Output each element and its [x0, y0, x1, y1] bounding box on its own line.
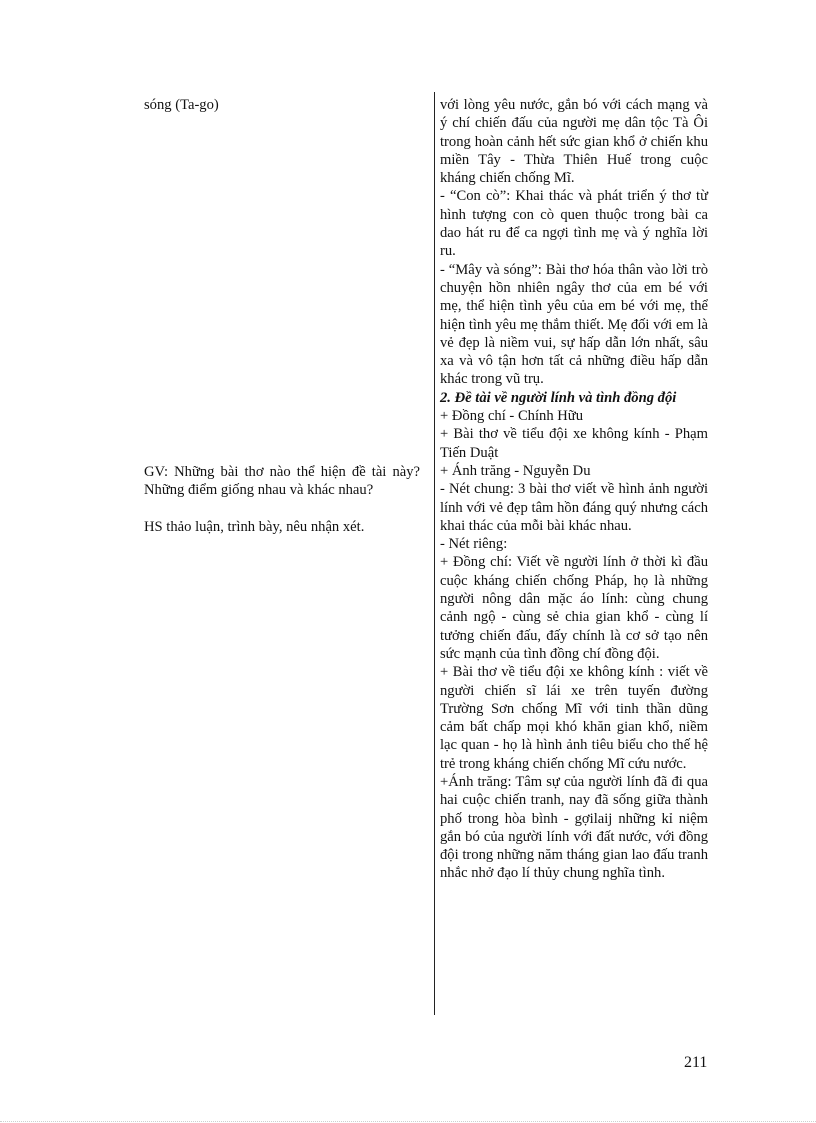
paragraph: với lòng yêu nước, gắn bó với cách mạng và ý chí chiến đấu của người mẹ dân tộc Tà Ôi trong hoàn cảnh hết sức gian khổ ở chiến khu miền Tây - Thừa Thiên Huế trong cuộc kháng chiến chống Mĩ. [440, 97, 708, 187]
left-top-text: sóng (Ta-go) [144, 97, 219, 113]
section-heading: 2. Đề tài về người lính và tình đồng đội [440, 389, 677, 406]
paragraph: - “Con cò”: Khai thác và phát triển ý thơ từ hình tượng con cò quen thuộc trong bài ca dao hát ru để ca ngợi tình mẹ và ý nghĩa lời ru. [440, 188, 708, 260]
list-item: + Ánh trăng - Nguyễn Du [440, 462, 591, 479]
right-column [440, 96, 708, 883]
paragraph: - “Mây và sóng”: Bài thơ hóa thân vào lời trò chuyện hồn nhiên ngây thơ của em bé với mẹ, thể hiện tình yêu của em bé với mẹ, thể hiện tình yêu mẹ thắm thiết. Mẹ đối với em là vẻ đẹp là niềm vui, sự hấp dẫn lớn nhất, sâu xa và vô tận hơn tất cả những điều hấp dẫn khác trong vũ trụ. [440, 261, 708, 388]
paragraph: + Bài thơ về tiểu đội xe không kính : viết về người chiến sĩ lái xe trên tuyến đường Trường Sơn chống Mĩ với tinh thần dũng cảm bất chấp mọi khó khăn gian khổ, niềm lạc quan - họ là hình ảnh tiêu biểu cho thế hệ trẻ trong kháng chiến chống Mĩ cứu nước. [440, 664, 708, 772]
list-item: + Bài thơ về tiểu đội xe không kính - Phạm Tiến Duật [440, 426, 708, 461]
list-item: + Đồng chí - Chính Hữu [440, 408, 584, 425]
paragraph: - Nét riêng: [440, 536, 508, 553]
column-divider [434, 92, 435, 1015]
paragraph: +Ánh trăng: Tâm sự của người lính đã đi qua hai cuộc chiến tranh, nay đã sống giữa thành phố trong hòa bình - gợilaij những kỉ niệm gắn bó của người lính với đất nước, với đồng đội trong những năm tháng gian lao đấu tranh nhắc nhở đạo lí thủy chung nghĩa tình. [440, 773, 708, 882]
student-task: HS thảo luận, trình bày, nêu nhận xét. [144, 519, 365, 535]
teacher-question: GV: Những bài thơ nào thể hiện đề tài này? Những điểm giống nhau và khác nhau? [144, 464, 420, 499]
page-number: 211 [684, 1054, 708, 1071]
paragraph: - Nét chung: 3 bài thơ viết về hình ảnh người lính với vẻ đẹp tâm hồn đáng quý nhưng cách khai thác của mỗi bài khác nhau. [440, 481, 708, 534]
paragraph: + Đồng chí: Viết về người lính ở thời kì đầu cuộc kháng chiến chống Pháp, họ là những người nông dân mặc áo lính: cùng chung cảnh ngộ - cùng sẻ chia gian khổ - cùng lí tưởng chiến đấu, đấy chính là cơ sở tạo nên sức mạnh của tình đồng chí đồng đội. [440, 554, 708, 662]
page-bottom-rule [0, 1121, 816, 1122]
